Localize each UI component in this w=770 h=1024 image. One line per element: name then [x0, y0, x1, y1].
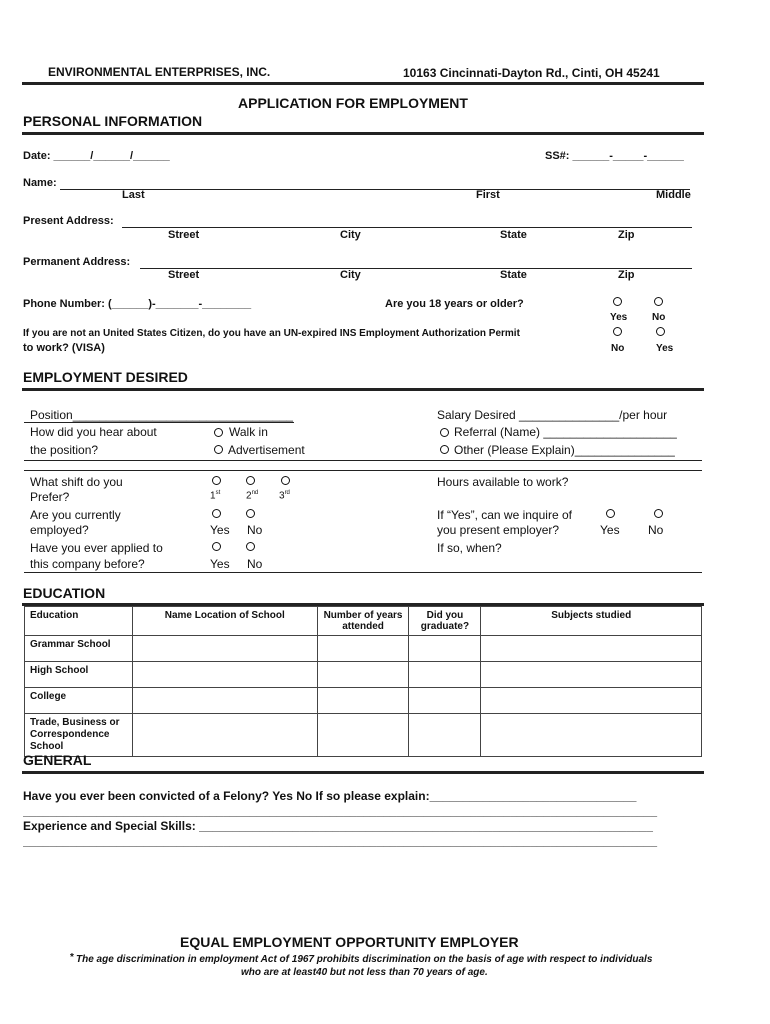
permanent-street-caption: Street [168, 269, 200, 281]
inquire-yes-radio[interactable] [606, 509, 615, 518]
name-middle-caption: Middle [656, 189, 691, 201]
permanent-zip-caption: Zip [618, 269, 635, 281]
name-first-caption: First [476, 189, 500, 201]
table-row [25, 662, 702, 688]
applied-question-line2: this company before? [30, 557, 145, 571]
age-footnote-line2: who are at least40 but not less than 70 years of age. [241, 967, 488, 978]
high-school-subjects-cell[interactable] [481, 662, 702, 688]
college-name-cell[interactable] [132, 688, 317, 714]
employed-yes-label: Yes [210, 523, 230, 537]
applied-yes-label: Yes [210, 557, 230, 571]
trade-name-cell[interactable] [132, 714, 317, 757]
name-label: Name: [23, 177, 57, 189]
present-city-caption: City [340, 229, 361, 241]
college-subjects-cell[interactable] [481, 688, 702, 714]
date-field[interactable]: Date: ______/______/______ [23, 150, 170, 162]
high-school-graduated-cell[interactable] [409, 662, 481, 688]
present-address-field[interactable] [122, 227, 692, 228]
shift-top-divider [24, 470, 702, 471]
applied-no-radio[interactable] [246, 542, 255, 551]
inquire-no-label: No [648, 523, 664, 537]
present-address-label: Present Address: [23, 215, 114, 227]
header-divider [22, 82, 704, 85]
college-graduated-cell[interactable] [409, 688, 481, 714]
hear-divider [24, 460, 702, 461]
citizen-question-line2: to work? (VISA) [23, 342, 105, 354]
inquire-no-radio[interactable] [654, 509, 663, 518]
position-underline [24, 422, 294, 423]
employment-bottom-divider [24, 572, 702, 573]
college-years-cell[interactable] [317, 688, 409, 714]
trade-years-cell[interactable] [317, 714, 409, 757]
name-field[interactable] [60, 189, 690, 190]
shift-2nd-radio[interactable] [246, 476, 255, 485]
high-school-years-cell[interactable] [317, 662, 409, 688]
footnote-asterisk: * [70, 952, 74, 963]
age-footnote-line1: The age discrimination in employment Act of 1967 prohibits discrimination on the basis of age with respect to individuals [76, 954, 653, 965]
company-address: 10163 Cincinnati-Dayton Rd., Cinti, OH 45241 [403, 66, 660, 80]
present-state-caption: State [500, 229, 527, 241]
grammar-school-name-cell[interactable] [132, 636, 317, 662]
permanent-address-field[interactable] [140, 268, 692, 269]
permanent-city-caption: City [340, 269, 361, 281]
applied-yes-radio[interactable] [212, 542, 221, 551]
employed-no-label: No [247, 523, 263, 537]
employed-no-radio[interactable] [246, 509, 255, 518]
walk-in-radio[interactable] [214, 428, 223, 437]
salary-field[interactable]: Salary Desired _______________/per hour [437, 408, 668, 422]
phone-field[interactable]: Phone Number: (______)-_______-________ [23, 298, 252, 310]
visa-yes-radio[interactable] [656, 327, 665, 336]
advertisement-radio[interactable] [214, 445, 223, 454]
company-name: ENVIRONMENTAL ENTERPRISES, INC. [48, 65, 271, 79]
high-school-name-cell[interactable] [132, 662, 317, 688]
age-yes-label: Yes [610, 312, 628, 323]
general-section-title: GENERAL [23, 752, 92, 768]
age-no-label: No [652, 312, 666, 323]
hear-question-line2: the position? [30, 443, 99, 457]
permanent-address-label: Permanent Address: [23, 256, 131, 268]
header-graduated: Did you graduate? [409, 607, 481, 636]
row-label-high-school: High School [25, 662, 133, 688]
skills-extra-line[interactable]: _______________________________________________________________________________________________ [23, 834, 658, 848]
row-label-grammar: Grammar School [25, 636, 133, 662]
permanent-state-caption: State [500, 269, 527, 281]
name-last-caption: Last [122, 189, 145, 201]
inquire-yes-label: Yes [600, 523, 620, 537]
shift-1st-label: 1st [210, 490, 221, 502]
trade-graduated-cell[interactable] [409, 714, 481, 757]
table-row [25, 714, 702, 757]
employment-divider [22, 388, 704, 391]
citizen-question-line1: If you are not an United States Citizen, do you have an UN-expired INS Employment Authorization Permit [23, 328, 520, 339]
personal-section-title: PERSONAL INFORMATION [23, 113, 203, 129]
felony-field[interactable]: Have you ever been convicted of a Felony? Yes No If so please explain:_______________________________ [23, 789, 637, 803]
other-field[interactable]: Other (Please Explain)_______________ [454, 443, 675, 457]
eeo-statement: EQUAL EMPLOYMENT OPPORTUNITY EMPLOYER [180, 934, 519, 950]
grammar-graduated-cell[interactable] [409, 636, 481, 662]
header-school-name: Name Location of School [132, 607, 317, 636]
skills-field[interactable]: Experience and Special Skills: ____________________________________________________________________ [23, 819, 653, 833]
trade-subjects-cell[interactable] [481, 714, 702, 757]
grammar-subjects-cell[interactable] [481, 636, 702, 662]
walk-in-label: Walk in [229, 425, 268, 439]
present-street-caption: Street [168, 229, 200, 241]
employed-question-line1: Are you currently [30, 508, 121, 522]
shift-3rd-radio[interactable] [281, 476, 290, 485]
employment-section-title: EMPLOYMENT DESIRED [23, 369, 188, 385]
present-zip-caption: Zip [618, 229, 635, 241]
applied-no-label: No [247, 557, 263, 571]
employed-question-line2: employed? [30, 523, 89, 537]
shift-3rd-label: 3rd [279, 490, 290, 502]
referral-field[interactable]: Referral (Name) ____________________ [454, 425, 677, 439]
row-label-trade: Trade, Business or Correspondence School [25, 714, 133, 757]
ssn-field[interactable]: SS#: ______-_____-______ [545, 150, 684, 162]
header-years-attended: Number of years attended [317, 607, 409, 636]
advertisement-label: Advertisement [228, 443, 305, 457]
age-no-radio[interactable] [654, 297, 663, 306]
shift-question-line2: Prefer? [30, 490, 70, 504]
hear-question-line1: How did you hear about [30, 425, 157, 439]
position-field[interactable]: Position_________________________________ [30, 408, 293, 422]
table-row [25, 636, 702, 662]
visa-no-label: No [611, 343, 625, 354]
applied-when-field[interactable]: If so, when? [437, 541, 502, 555]
age-question: Are you 18 years or older? [385, 298, 524, 310]
header-subjects: Subjects studied [481, 607, 702, 636]
table-row [25, 688, 702, 714]
education-section-title: EDUCATION [23, 585, 106, 601]
header-education: Education [25, 607, 133, 636]
shift-2nd-label: 2nd [246, 490, 259, 502]
row-label-college: College [25, 688, 133, 714]
referral-radio[interactable] [440, 428, 449, 437]
general-divider [22, 771, 704, 774]
shift-question-line1: What shift do you [30, 475, 123, 489]
education-table [24, 606, 702, 757]
visa-yes-label: Yes [656, 343, 674, 354]
education-header-row [25, 607, 702, 636]
grammar-years-cell[interactable] [317, 636, 409, 662]
visa-no-radio[interactable] [613, 327, 622, 336]
inquire-question-line2: you present employer? [437, 523, 560, 537]
personal-divider [22, 132, 704, 135]
other-radio[interactable] [440, 445, 449, 454]
form-title: APPLICATION FOR EMPLOYMENT [238, 95, 468, 111]
applied-question-line1: Have you ever applied to [30, 541, 163, 555]
inquire-question-line1: If “Yes”, can we inquire of [437, 508, 572, 522]
age-yes-radio[interactable] [613, 297, 622, 306]
shift-1st-radio[interactable] [212, 476, 221, 485]
employed-yes-radio[interactable] [212, 509, 221, 518]
hours-field[interactable]: Hours available to work? [437, 475, 569, 489]
felony-explain-line[interactable]: _______________________________________________________________________________________________ [23, 804, 658, 818]
